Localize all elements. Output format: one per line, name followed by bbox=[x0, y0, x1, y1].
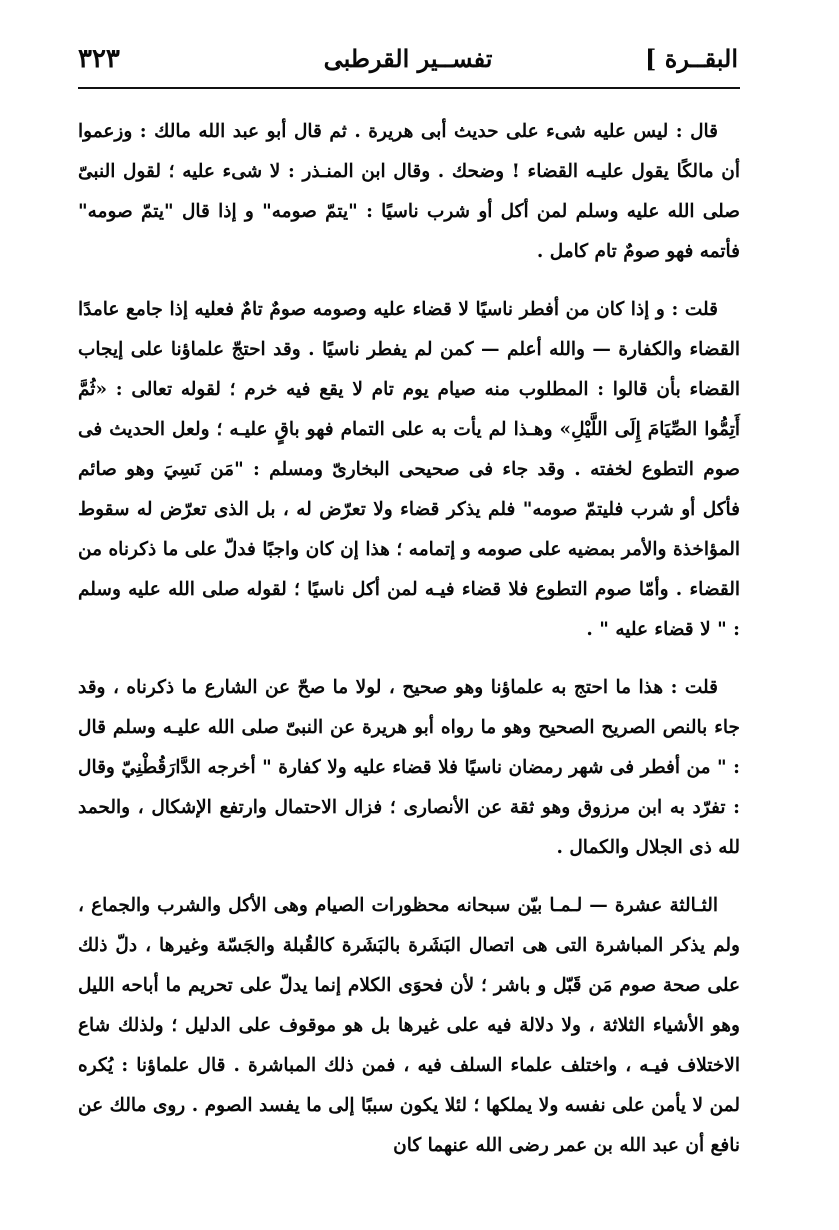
book-title: تفســير القرطبى bbox=[323, 44, 493, 73]
paragraph-4: الثـالثة عشرة — لـمـا بيّن سبحانه محظورات الصيام وهى الأكل والشرب والجماع ، ولم يذكر المباشرة التى هى اتصال البَشَرة بالبَشَرة كالقُبلة والجَسّة وغيرها ، دلّ ذلك على صحة صوم مَن قَبّل و باشر ؛ لأن فحوَى الكلام إنما يدلّ على تحريم ما أباحه الليل وهو الأشياء الثلاثة ، ولا دلالة فيه على غيرها بل هو موقوف على الدليل ؛ ولذلك شاع الاختلاف فيـه ، واختلف علماء السلف فيه ، فمن ذلك المباشرة . قال علماؤنا : يُكره لمن لا يأمن على نفسه ولا يملكها ؛ لئلا يكون سببًا إلى ما يفسد الصوم . روى مالك عن نافع أن عبد الله بن عمر رضى الله عنهما كان bbox=[78, 895, 740, 1156]
header-rule bbox=[78, 87, 740, 89]
paragraph-2: قلت : و إذا كان من أفطر ناسيًا لا قضاء عليه وصومه صومٌ تامٌ فعليه إذا جامع عامدًا القضاء والكفارة — والله أعلم — كمن لم يفطر ناسيًا . وقد احتجّ علماؤنا على إيجاب القضاء بأن قالوا : المطلوب منه صيام يوم تام لا يقع فيه خرم ؛ لقوله تعالى : «ثُمَّ أَتِمُّوا الصِّيَامَ إِلَى اللَّيْلِ» وهـذا لم يأت به على التمام فهو باقٍ عليـه ؛ ولعل الحديث فى صوم التطوع لخفته . وقد جاء فى صحيحى البخارىّ ومسلم : "مَن نَسِيَ وهو صائم فأكل أو شرب فليتمّ صومه" فلم يذكر قضاء ولا تعرّض له ، بل الذى تعرّض له سقوط المؤاخذة والأمر بمضيه على صومه و إتمامه ؛ هذا إن كان واجبًا فدلّ على ما ذكرناه من القضاء . وأمّا صوم التطوع فلا قضاء فيـه لمن أكل ناسيًا ؛ لقوله صلى الله عليه وسلم : " لا قضاء عليه " . bbox=[78, 299, 740, 640]
page-number: ٣٢٣ bbox=[78, 44, 120, 74]
surah-name: البقــرة ] bbox=[645, 44, 738, 73]
paragraph-1: قال : ليس عليه شىء على حديث أبى هريرة . ثم قال أبو عبد الله مالك : وزعموا أن مالكًا يقول عليـه القضاء ! وضحك . وقال ابن المنـذر : لا شىء عليه ؛ لقول النبىّ صلى الله عليه وسلم لمن أكل أو شرب ناسيًا : "يتمّ صومه" و إذا قال "يتمّ صومه" فأتمه فهو صومٌ تام كامل . bbox=[78, 121, 740, 262]
paragraph-3: قلت : هذا ما احتج به علماؤنا وهو صحيح ، لولا ما صحّ عن الشارع ما ذكرناه ، وقد جاء بالنص الصريح الصحيح وهو ما رواه أبو هريرة عن النبىّ صلى الله عليـه وسلم قال : " من أفطر فى شهر رمضان ناسيًا فلا قضاء عليه ولا كفارة " أخرجه الدَّارَقُطْنِيّ وقال : تفرّد به ابن مرزوق وهو ثقة عن الأنصارى ؛ فزال الاحتمال وارتفع الإشكال ، والحمد لله ذى الجلال والكمال . bbox=[78, 677, 740, 858]
page-body bbox=[78, 112, 740, 1184]
page-header bbox=[78, 40, 738, 80]
